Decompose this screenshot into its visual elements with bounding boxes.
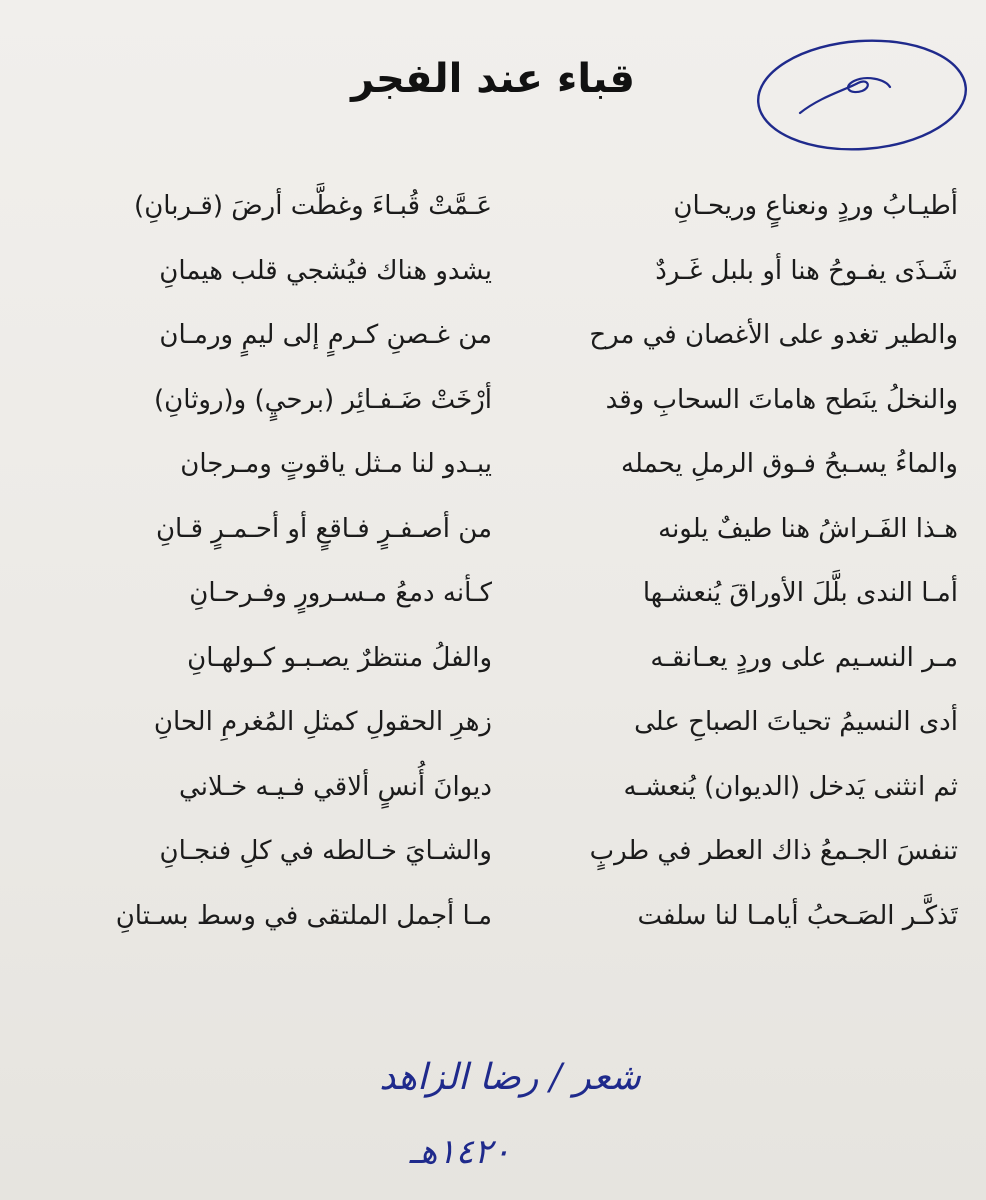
verse-row bbox=[0, 690, 986, 754]
verse-first-hemistich: أمـا الندى بلَّلَ الأوراقَ يُنعشـها bbox=[642, 578, 958, 608]
handwritten-signature: شعر / رضا الزاهد bbox=[379, 1057, 641, 1098]
verse-row bbox=[0, 303, 986, 367]
verse-second-hemistich: والشـايَ خـالطه في كلِ فنجـانِ bbox=[159, 836, 492, 866]
verse-second-hemistich: زهرِ الحقولِ كمثلِ المُغرمِ الحانِ bbox=[153, 707, 492, 737]
handwritten-date: ١٤٢٠هـ bbox=[409, 1132, 511, 1172]
verse-row bbox=[0, 432, 986, 496]
verse-first-hemistich: مـر النسـيم على وردٍ يعـانقـه bbox=[650, 642, 958, 673]
verse-first-hemistich: والنخلُ ينَطح هاماتَ السحابِ وقد bbox=[605, 384, 958, 415]
verse-first-hemistich: شَـذَى يفـوحُ هنا أو بلبل غَـردٌ bbox=[655, 255, 958, 286]
poem-title: قباء عند الفجر bbox=[351, 56, 635, 102]
verse-row bbox=[0, 884, 986, 948]
verse-second-hemistich: مـا أجمل الملتقى في وسط بسـتانِ bbox=[115, 900, 492, 931]
verse-first-hemistich: ثم انثنى يَدخل (الديوان) يُنعشـه bbox=[623, 771, 958, 802]
verse-first-hemistich: تَذكَّـر الصَـحبُ أيامـا لنا سلفت bbox=[637, 900, 958, 931]
verse-second-hemistich: والفلُ منتظرٌ يصـبـو كـولهـانِ bbox=[187, 642, 492, 673]
verse-row bbox=[0, 626, 986, 690]
verse-first-hemistich: تنفسَ الجـمعُ ذاك العطر في طربٍ bbox=[589, 836, 958, 866]
verse-second-hemistich: كـأنه دمعُ مـسـرورٍ وفـرحـانِ bbox=[189, 578, 492, 608]
verse-first-hemistich: هـذا الفَـراشُ هنا طيفٌ يلونه bbox=[658, 513, 958, 544]
verse-second-hemistich: عَـمَّتْ قُبـاءَ وغطَّت أرضَ (قـربانِ) bbox=[134, 191, 492, 221]
verse-second-hemistich: من غـصنِ كـرمٍ إلى ليمٍ ورمـان bbox=[159, 320, 492, 350]
verse-first-hemistich: أطيـابُ وردٍ ونعناعٍ وريحـانِ bbox=[673, 191, 958, 221]
verse-first-hemistich: والماءُ يسـبحُ فـوق الرملِ يحمله bbox=[621, 449, 958, 479]
verse-row bbox=[0, 239, 986, 303]
verse-second-hemistich: يشدو هناك فيُشجي قلب هيمانِ bbox=[159, 255, 492, 286]
verse-row bbox=[0, 174, 986, 238]
verse-second-hemistich: يبـدو لنا مـثل ياقوتٍ ومـرجان bbox=[180, 449, 492, 479]
verse-first-hemistich: والطير تغدو على الأغصان في مرح bbox=[589, 320, 958, 350]
verse-second-hemistich: أرْخَتْ ضَـفـائِر (برحيٍ) و(روثانِ) bbox=[154, 384, 492, 415]
verse-second-hemistich: من أصـفـرٍ فـاقعٍ أو أحـمـرٍ قـانِ bbox=[155, 513, 492, 544]
verse-row bbox=[0, 497, 986, 561]
verse-second-hemistich: ديوانَ أُنسٍ ألاقي فـيـه خـلاني bbox=[179, 771, 492, 802]
verse-first-hemistich: أدى النسيمُ تحياتَ الصباحِ على bbox=[634, 707, 958, 737]
verse-row bbox=[0, 368, 986, 432]
verse-row bbox=[0, 561, 986, 625]
stamp-mark-text: ٩ bbox=[750, 35, 751, 36]
verse-row bbox=[0, 755, 986, 819]
verse-row bbox=[0, 819, 986, 883]
